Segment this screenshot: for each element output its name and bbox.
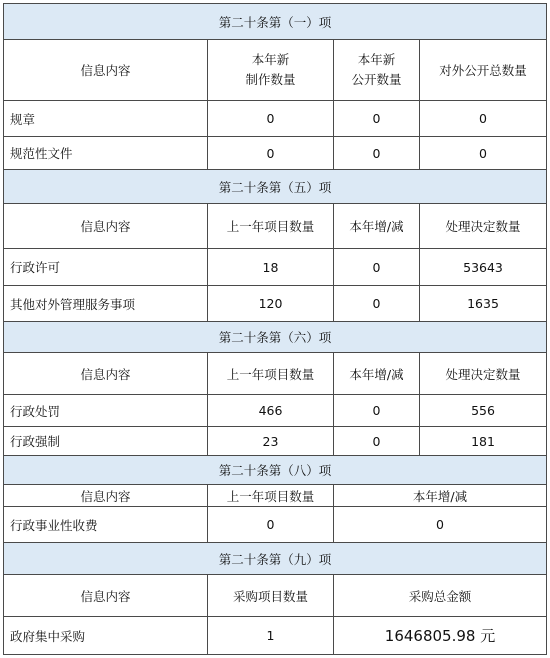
cell-value: 466	[208, 395, 334, 427]
cell-value: 556	[420, 395, 547, 427]
row-label: 行政强制	[4, 427, 208, 456]
cell-value: 0	[334, 395, 420, 427]
column-header: 处理决定数量	[420, 204, 547, 249]
column-header-row	[4, 353, 547, 395]
cell-value: 0	[334, 137, 420, 170]
cell-value: 0	[334, 427, 420, 456]
procurement-total-amount: 1646805.98 元	[334, 617, 547, 655]
table-row	[4, 427, 547, 456]
column-header: 本年增/减	[334, 485, 547, 507]
column-header: 本年增/减	[334, 204, 420, 249]
section-title: 第二十条第（八）项	[4, 456, 547, 485]
column-header-row	[4, 40, 547, 101]
column-header: 本年增/减	[334, 353, 420, 395]
table-row	[4, 395, 547, 427]
column-header: 信息内容	[4, 575, 208, 617]
cell-value: 0	[334, 249, 420, 286]
cell-value: 23	[208, 427, 334, 456]
column-header: 信息内容	[4, 204, 208, 249]
row-label: 行政处罚	[4, 395, 208, 427]
column-header: 本年新 制作数量	[208, 40, 334, 101]
column-header-row	[4, 575, 547, 617]
row-label: 规范性文件	[4, 137, 208, 170]
column-header: 上一年项目数量	[208, 204, 334, 249]
cell-value: 1635	[420, 286, 547, 322]
column-header-row	[4, 485, 547, 507]
section-title: 第二十条第（九）项	[4, 543, 547, 575]
section-header-row	[4, 4, 547, 40]
cell-value: 0	[208, 101, 334, 137]
column-header-row	[4, 204, 547, 249]
row-label: 规章	[4, 101, 208, 137]
column-header: 对外公开总数量	[420, 40, 547, 101]
column-header: 信息内容	[4, 353, 208, 395]
row-label: 政府集中采购	[4, 617, 208, 655]
cell-value: 120	[208, 286, 334, 322]
cell-value: 0	[420, 101, 547, 137]
disclosure-table-sheet	[3, 3, 546, 655]
row-label: 行政许可	[4, 249, 208, 286]
column-header: 信息内容	[4, 485, 208, 507]
cell-value: 181	[420, 427, 547, 456]
section-header-row	[4, 322, 547, 353]
table-row	[4, 249, 547, 286]
column-header: 上一年项目数量	[208, 353, 334, 395]
cell-value: 1	[208, 617, 334, 655]
row-label: 行政事业性收费	[4, 507, 208, 543]
cell-value: 0	[334, 101, 420, 137]
column-header: 本年新 公开数量	[334, 40, 420, 101]
cell-value: 0	[334, 286, 420, 322]
cell-value: 0	[208, 137, 334, 170]
table-row	[4, 137, 547, 170]
column-header: 信息内容	[4, 40, 208, 101]
section-header-row	[4, 543, 547, 575]
cell-value: 18	[208, 249, 334, 286]
column-header: 上一年项目数量	[208, 485, 334, 507]
table-row	[4, 101, 547, 137]
table-row	[4, 286, 547, 322]
section-title: 第二十条第（一）项	[4, 4, 547, 40]
cell-value: 53643	[420, 249, 547, 286]
cell-value: 0	[208, 507, 334, 543]
section-header-row	[4, 456, 547, 485]
table-row	[4, 617, 547, 655]
cell-value: 0	[334, 507, 547, 543]
disclosure-table	[3, 3, 547, 655]
section-title: 第二十条第（五）项	[4, 170, 547, 204]
cell-value: 0	[420, 137, 547, 170]
row-label: 其他对外管理服务事项	[4, 286, 208, 322]
section-header-row	[4, 170, 547, 204]
section-title: 第二十条第（六）项	[4, 322, 547, 353]
table-row	[4, 507, 547, 543]
column-header: 处理决定数量	[420, 353, 547, 395]
column-header: 采购项目数量	[208, 575, 334, 617]
column-header: 采购总金额	[334, 575, 547, 617]
